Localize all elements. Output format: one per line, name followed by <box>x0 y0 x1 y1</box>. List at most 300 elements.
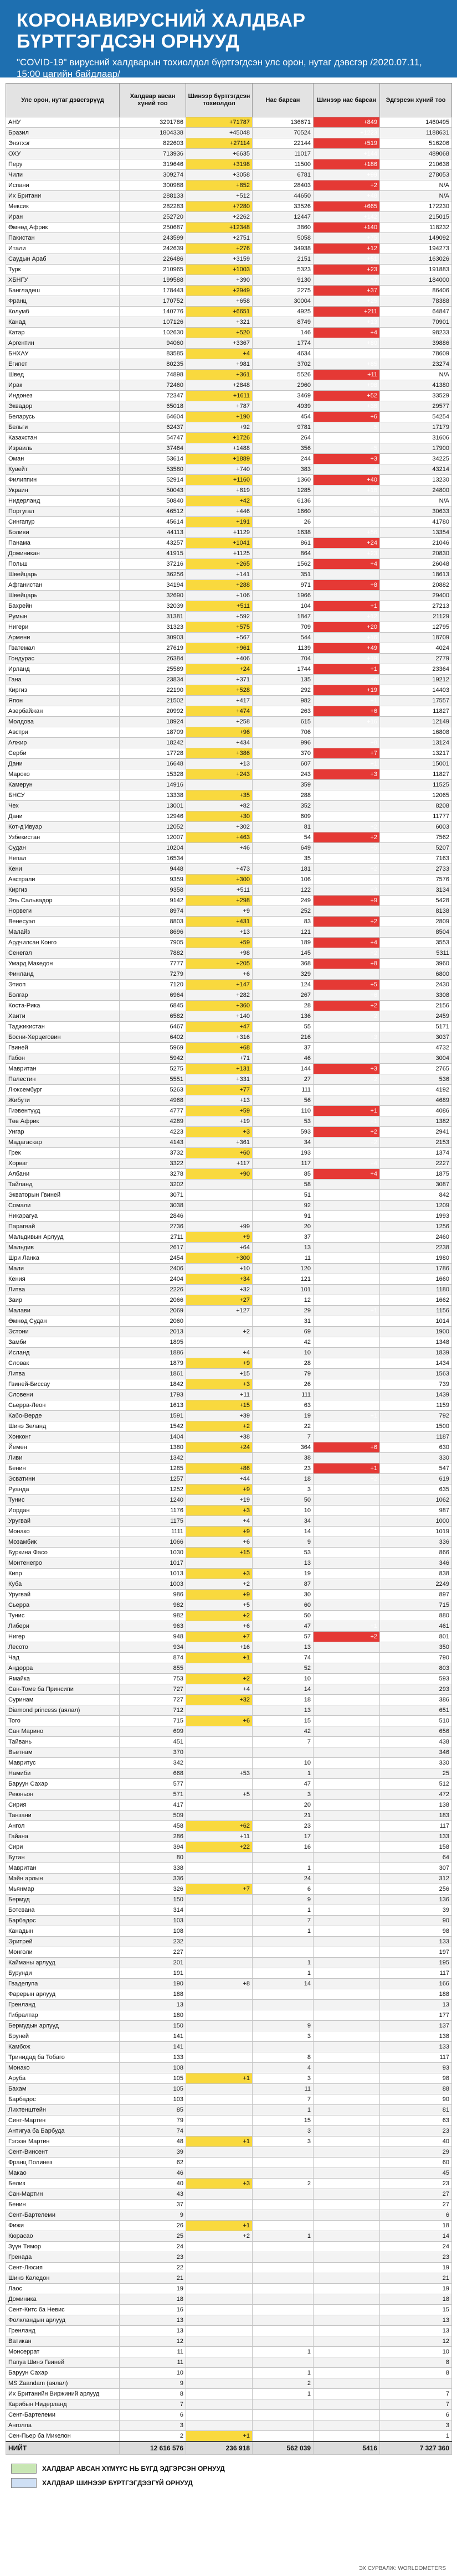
row-new-deaths <box>314 1874 380 1884</box>
row-country: Сан-Томе ба Принсипи <box>6 1684 120 1695</box>
row-cases: 252720 <box>120 212 186 223</box>
row-country: Папуа Шинэ Гвиней <box>6 2357 120 2368</box>
row-new-deaths: +56 <box>314 527 380 538</box>
table-row <box>6 1979 452 1989</box>
row-new-cases <box>186 2357 253 2368</box>
row-recovered: 177 <box>380 2010 452 2021</box>
table-row <box>6 1011 452 1022</box>
row-recovered: 386 <box>380 1695 452 1705</box>
table-row <box>6 2084 452 2094</box>
table-row <box>6 391 452 401</box>
row-cases: 26384 <box>120 654 186 664</box>
row-recovered: 256 <box>380 1884 452 1895</box>
row-new-deaths: +211 <box>314 307 380 317</box>
row-new-deaths: +519 <box>314 138 380 149</box>
row-country: Синт-Мартен <box>6 2115 120 2126</box>
row-recovered: 194273 <box>380 244 452 254</box>
row-recovered: 117 <box>380 1821 452 1832</box>
table-row <box>6 1264 452 1274</box>
row-cases: 7279 <box>120 969 186 980</box>
row-new-deaths <box>314 2000 380 2010</box>
table-row <box>6 832 452 843</box>
row-new-cases <box>186 1453 253 1463</box>
row-country: Сьерра <box>6 1600 120 1611</box>
row-recovered: 3 <box>380 2420 452 2431</box>
row-deaths <box>253 1853 314 1863</box>
row-recovered: 98233 <box>380 328 452 338</box>
row-new-cases <box>186 1180 253 1190</box>
table-row <box>6 1895 452 1905</box>
row-cases: 39 <box>120 2147 186 2158</box>
row-recovered: 70901 <box>380 317 452 328</box>
row-new-deaths: +4 <box>314 559 380 570</box>
row-recovered: 7562 <box>380 832 452 843</box>
row-recovered: 13230 <box>380 475 452 485</box>
row-cases: 3 <box>120 2420 186 2431</box>
row-country: Никарагуа <box>6 1211 120 1222</box>
row-new-cases: +511 <box>186 885 253 896</box>
row-new-deaths: +1 <box>314 664 380 675</box>
row-country: Уругвай <box>6 1590 120 1600</box>
table-row <box>6 854 452 864</box>
row-cases: 5275 <box>120 1064 186 1074</box>
table-row <box>6 1169 452 1180</box>
row-cases: 668 <box>120 1768 186 1779</box>
row-new-deaths: +5 <box>314 506 380 517</box>
row-country: Гватемал <box>6 643 120 654</box>
row-cases: 17728 <box>120 748 186 759</box>
row-cases: 19 <box>120 2284 186 2294</box>
table-row <box>6 191 452 201</box>
row-cases: 948 <box>120 1632 186 1642</box>
row-new-cases: +45048 <box>186 128 253 138</box>
row-deaths: 50 <box>253 1611 314 1621</box>
row-new-cases: +1 <box>186 1653 253 1663</box>
table-row <box>6 822 452 832</box>
table-row <box>6 1558 452 1569</box>
table-row <box>6 328 452 338</box>
row-cases: 32690 <box>120 591 186 601</box>
row-cases: 12 <box>120 2336 186 2347</box>
row-country: Саудын Араб <box>6 254 120 265</box>
row-deaths: 21 <box>253 1811 314 1821</box>
row-new-deaths <box>314 780 380 790</box>
table-row <box>6 633 452 643</box>
row-new-cases <box>186 2094 253 2105</box>
row-deaths: 47 <box>253 1779 314 1789</box>
row-new-deaths: +1 <box>314 1306 380 1316</box>
row-new-cases: +7 <box>186 1884 253 1895</box>
row-cases: 319646 <box>120 159 186 170</box>
row-recovered: 2249 <box>380 1579 452 1590</box>
table-row <box>6 969 452 980</box>
row-deaths: 9 <box>253 1895 314 1905</box>
row-new-cases: +331 <box>186 1074 253 1085</box>
row-country: АНУ <box>6 117 120 128</box>
table-row <box>6 317 452 328</box>
row-country: Индонез <box>6 391 120 401</box>
row-recovered: 6800 <box>380 969 452 980</box>
row-country: Гибралтар <box>6 2010 120 2021</box>
row-country: Испани <box>6 180 120 191</box>
row-recovered: 15 <box>380 2305 452 2315</box>
row-deaths: 10 <box>253 1348 314 1358</box>
row-new-cases <box>186 1558 253 1569</box>
row-deaths <box>253 2168 314 2179</box>
row-deaths: 29 <box>253 1306 314 1316</box>
row-new-deaths: +6 <box>314 706 380 717</box>
row-new-cases: +4 <box>186 1684 253 1695</box>
row-recovered: 19 <box>380 2284 452 2294</box>
row-new-cases <box>186 2105 253 2115</box>
table-row <box>6 2273 452 2284</box>
row-cases: 282283 <box>120 201 186 212</box>
row-new-deaths <box>314 1274 380 1285</box>
row-new-cases: +658 <box>186 296 253 307</box>
row-deaths: 3469 <box>253 391 314 401</box>
table-row <box>6 2179 452 2189</box>
row-cases: 1111 <box>120 1527 186 1537</box>
total-recovered: 7 327 360 <box>380 2441 452 2455</box>
row-deaths: 34 <box>253 1516 314 1527</box>
row-new-deaths <box>314 2399 380 2410</box>
row-cases: 23 <box>120 2252 186 2263</box>
row-new-deaths <box>314 1811 380 1821</box>
row-recovered: N/A <box>380 180 452 191</box>
table-row <box>6 990 452 1001</box>
row-new-cases: +390 <box>186 275 253 286</box>
row-new-deaths <box>314 1285 380 1295</box>
row-cases: 43 <box>120 2189 186 2200</box>
row-cases: 451 <box>120 1737 186 1747</box>
row-new-cases: +90 <box>186 1169 253 1180</box>
table-row <box>6 580 452 591</box>
row-recovered: 21129 <box>380 612 452 622</box>
row-new-deaths <box>314 1327 380 1337</box>
row-recovered: 1980 <box>380 1253 452 1264</box>
row-new-cases: +961 <box>186 643 253 654</box>
row-new-deaths <box>314 2378 380 2389</box>
table-row <box>6 938 452 948</box>
table-row <box>6 1074 452 1085</box>
row-recovered: 1786 <box>380 1264 452 1274</box>
row-cases: 10204 <box>120 843 186 854</box>
row-deaths <box>253 2000 314 2010</box>
row-deaths: 85 <box>253 1169 314 1180</box>
row-country: Доминика <box>6 2294 120 2305</box>
table-row <box>6 2305 452 2315</box>
row-recovered: 4024 <box>380 643 452 654</box>
row-recovered: N/A <box>380 370 452 380</box>
row-deaths: 12 <box>253 1295 314 1306</box>
row-deaths <box>253 2042 314 2052</box>
table-row <box>6 159 452 170</box>
row-cases: 9 <box>120 2378 186 2389</box>
table-row <box>6 1127 452 1137</box>
row-new-deaths: +4 <box>314 328 380 338</box>
row-new-cases <box>186 2368 253 2378</box>
table-row <box>6 811 452 822</box>
row-cases: 1066 <box>120 1537 186 1548</box>
row-recovered: 12795 <box>380 622 452 633</box>
row-new-deaths: +38 <box>314 401 380 412</box>
row-country: Афганистан <box>6 580 120 591</box>
row-new-deaths: +40 <box>314 475 380 485</box>
row-cases: 2454 <box>120 1253 186 1264</box>
table-row <box>6 1674 452 1684</box>
row-recovered: 98 <box>380 1926 452 1937</box>
row-new-deaths <box>314 790 380 801</box>
row-cases: 232 <box>120 1937 186 1947</box>
row-recovered: 184000 <box>380 275 452 286</box>
row-deaths: 4 <box>253 2063 314 2073</box>
row-cases: 1591 <box>120 1411 186 1421</box>
row-cases: 14916 <box>120 780 186 790</box>
row-new-cases: +3 <box>186 1569 253 1579</box>
row-cases: 54747 <box>120 433 186 443</box>
row-country: Барбадос <box>6 1916 120 1926</box>
row-country: Словак <box>6 1358 120 1369</box>
row-country: Казахстан <box>6 433 120 443</box>
row-deaths: 51 <box>253 1190 314 1201</box>
row-new-deaths <box>314 2158 380 2168</box>
row-new-cases: +1889 <box>186 454 253 464</box>
row-new-deaths: +23 <box>314 265 380 275</box>
table-row <box>6 769 452 780</box>
table-row <box>6 1989 452 2000</box>
row-new-cases: +191 <box>186 517 253 527</box>
row-recovered: 1500 <box>380 1421 452 1432</box>
row-country: Монако <box>6 2063 120 2073</box>
table-row <box>6 1222 452 1232</box>
row-new-deaths <box>314 1821 380 1832</box>
row-cases: 5263 <box>120 1085 186 1095</box>
row-cases: 31323 <box>120 622 186 633</box>
row-recovered: 11525 <box>380 780 452 790</box>
row-cases: 2069 <box>120 1306 186 1316</box>
row-deaths: 704 <box>253 654 314 664</box>
row-cases: 1542 <box>120 1421 186 1432</box>
row-country: Реюньон <box>6 1789 120 1800</box>
row-cases: 13 <box>120 2315 186 2326</box>
table-row <box>6 1243 452 1253</box>
row-new-cases: +3198 <box>186 159 253 170</box>
row-recovered: 183 <box>380 1811 452 1821</box>
row-cases: 300988 <box>120 180 186 191</box>
row-new-cases: +4 <box>186 1516 253 1527</box>
row-new-deaths <box>314 1043 380 1053</box>
row-new-cases: +92 <box>186 422 253 433</box>
row-new-deaths: +3 <box>314 769 380 780</box>
row-cases: 178443 <box>120 286 186 296</box>
row-recovered: 2809 <box>380 917 452 927</box>
row-deaths: 110 <box>253 1106 314 1116</box>
row-new-cases: +417 <box>186 696 253 706</box>
table-row <box>6 443 452 454</box>
row-recovered: 346 <box>380 1558 452 1569</box>
row-country: Ангол <box>6 1821 120 1832</box>
row-new-deaths: +144 <box>314 149 380 159</box>
row-new-cases <box>186 1947 253 1958</box>
row-cases: 2066 <box>120 1295 186 1306</box>
row-recovered: 117 <box>380 2052 452 2063</box>
row-country: Сент-Китс ба Невис <box>6 2305 120 2315</box>
row-country: Мавритан <box>6 1863 120 1874</box>
row-recovered: 21046 <box>380 538 452 549</box>
row-cases: 210965 <box>120 265 186 275</box>
row-new-cases: +300 <box>186 875 253 885</box>
row-recovered: 60 <box>380 2158 452 2168</box>
row-recovered: 461 <box>380 1621 452 1632</box>
row-new-deaths: +1 <box>314 601 380 612</box>
table-row <box>6 1116 452 1127</box>
table-row <box>6 843 452 854</box>
row-cases: 1030 <box>120 1548 186 1558</box>
table-row <box>6 2168 452 2179</box>
row-country: Франц <box>6 296 120 307</box>
row-new-deaths <box>314 1726 380 1737</box>
row-country: Таджикистан <box>6 1022 120 1032</box>
row-new-deaths <box>314 1663 380 1674</box>
row-new-cases: +361 <box>186 370 253 380</box>
row-new-deaths <box>314 1558 380 1569</box>
row-cases: 27619 <box>120 643 186 654</box>
table-row <box>6 1695 452 1705</box>
row-country: Ботсвана <box>6 1905 120 1916</box>
table-row <box>6 454 452 464</box>
row-country: Замби <box>6 1337 120 1348</box>
row-deaths: 27 <box>253 1074 314 1085</box>
row-recovered: 12149 <box>380 717 452 727</box>
row-new-cases: +9 <box>186 906 253 917</box>
row-country: Бенин <box>6 1463 120 1474</box>
row-country: Босни-Херцеговин <box>6 1032 120 1043</box>
row-deaths: 609 <box>253 811 314 822</box>
row-new-deaths <box>314 1926 380 1937</box>
row-deaths <box>253 2326 314 2336</box>
table-row <box>6 1421 452 1432</box>
row-recovered: 39886 <box>380 338 452 349</box>
table-row <box>6 117 452 128</box>
row-recovered: 18 <box>380 2294 452 2305</box>
table-row <box>6 727 452 738</box>
row-deaths: 33526 <box>253 201 314 212</box>
row-deaths: 7 <box>253 1432 314 1442</box>
row-cases: 286 <box>120 1832 186 1842</box>
row-country: Гайана <box>6 1832 120 1842</box>
row-cases: 43257 <box>120 538 186 549</box>
row-new-cases: +473 <box>186 864 253 875</box>
row-deaths <box>253 1989 314 2000</box>
row-recovered: 5207 <box>380 843 452 854</box>
row-new-deaths <box>314 969 380 980</box>
row-deaths: 607 <box>253 759 314 769</box>
row-deaths: 81 <box>253 822 314 832</box>
row-new-deaths: +2 <box>314 1011 380 1022</box>
row-deaths: 122 <box>253 885 314 896</box>
row-country: Монголи <box>6 1947 120 1958</box>
table-row <box>6 1358 452 1369</box>
row-country: Узбекистан <box>6 832 120 843</box>
row-new-cases: +9 <box>186 1590 253 1600</box>
row-new-cases: +82 <box>186 801 253 811</box>
row-new-cases: +5 <box>186 1789 253 1800</box>
row-new-deaths <box>314 1905 380 1916</box>
row-cases: 7120 <box>120 980 186 990</box>
row-country: Швейцарь <box>6 591 120 601</box>
row-cases: 326 <box>120 1884 186 1895</box>
row-country: Того <box>6 1716 120 1726</box>
row-cases: 85 <box>120 2105 186 2115</box>
row-new-cases: +9 <box>186 1358 253 1369</box>
table-row <box>6 959 452 969</box>
row-new-deaths <box>314 2115 380 2126</box>
row-new-cases: +276 <box>186 244 253 254</box>
row-cases: 141 <box>120 2042 186 2052</box>
row-deaths: 1 <box>253 2347 314 2357</box>
table-row <box>6 349 452 359</box>
row-new-cases: +446 <box>186 506 253 517</box>
row-cases: 37 <box>120 2200 186 2210</box>
table-row <box>6 412 452 422</box>
row-new-deaths <box>314 1348 380 1358</box>
row-deaths: 1744 <box>253 664 314 675</box>
row-country: Киргиз <box>6 885 120 896</box>
row-deaths: 5526 <box>253 370 314 380</box>
row-deaths: 37 <box>253 1043 314 1053</box>
row-country: Дани <box>6 759 120 769</box>
row-country: Сент-Винсент <box>6 2147 120 2158</box>
row-new-cases <box>186 2000 253 2010</box>
row-new-deaths: +99 <box>314 170 380 180</box>
row-recovered: 17179 <box>380 422 452 433</box>
row-new-cases: +431 <box>186 917 253 927</box>
row-cases: 10 <box>120 2368 186 2378</box>
row-deaths: 1 <box>253 2105 314 2115</box>
table-row <box>6 517 452 527</box>
row-recovered: 4192 <box>380 1085 452 1095</box>
row-recovered: 11827 <box>380 769 452 780</box>
row-new-cases: +32 <box>186 1285 253 1295</box>
row-new-cases: +298 <box>186 896 253 906</box>
row-new-cases: +2 <box>186 2231 253 2242</box>
row-country: Япон <box>6 696 120 706</box>
row-new-deaths <box>314 2231 380 2242</box>
row-new-deaths <box>314 1400 380 1411</box>
row-new-cases: +32 <box>186 1695 253 1705</box>
row-new-deaths <box>314 1201 380 1211</box>
row-recovered: 166 <box>380 1979 452 1989</box>
row-deaths: 3 <box>253 1789 314 1800</box>
legend <box>11 2461 449 2490</box>
row-new-cases: +265 <box>186 559 253 570</box>
table-row <box>6 265 452 275</box>
row-recovered: 14403 <box>380 685 452 696</box>
row-deaths: 10 <box>253 1674 314 1684</box>
row-new-cases <box>186 1779 253 1789</box>
row-new-deaths: +23 <box>314 549 380 559</box>
row-new-deaths: +19 <box>314 654 380 664</box>
row-recovered: 149092 <box>380 233 452 244</box>
table-row <box>6 2263 452 2273</box>
row-country: Малайз <box>6 927 120 938</box>
total-label: НИЙТ <box>6 2441 120 2455</box>
row-country: Кайманы арлууд <box>6 1958 120 1968</box>
table-row <box>6 1232 452 1243</box>
table-row <box>6 2210 452 2221</box>
row-deaths: 193 <box>253 1148 314 1158</box>
row-country: Бутан <box>6 1853 120 1863</box>
